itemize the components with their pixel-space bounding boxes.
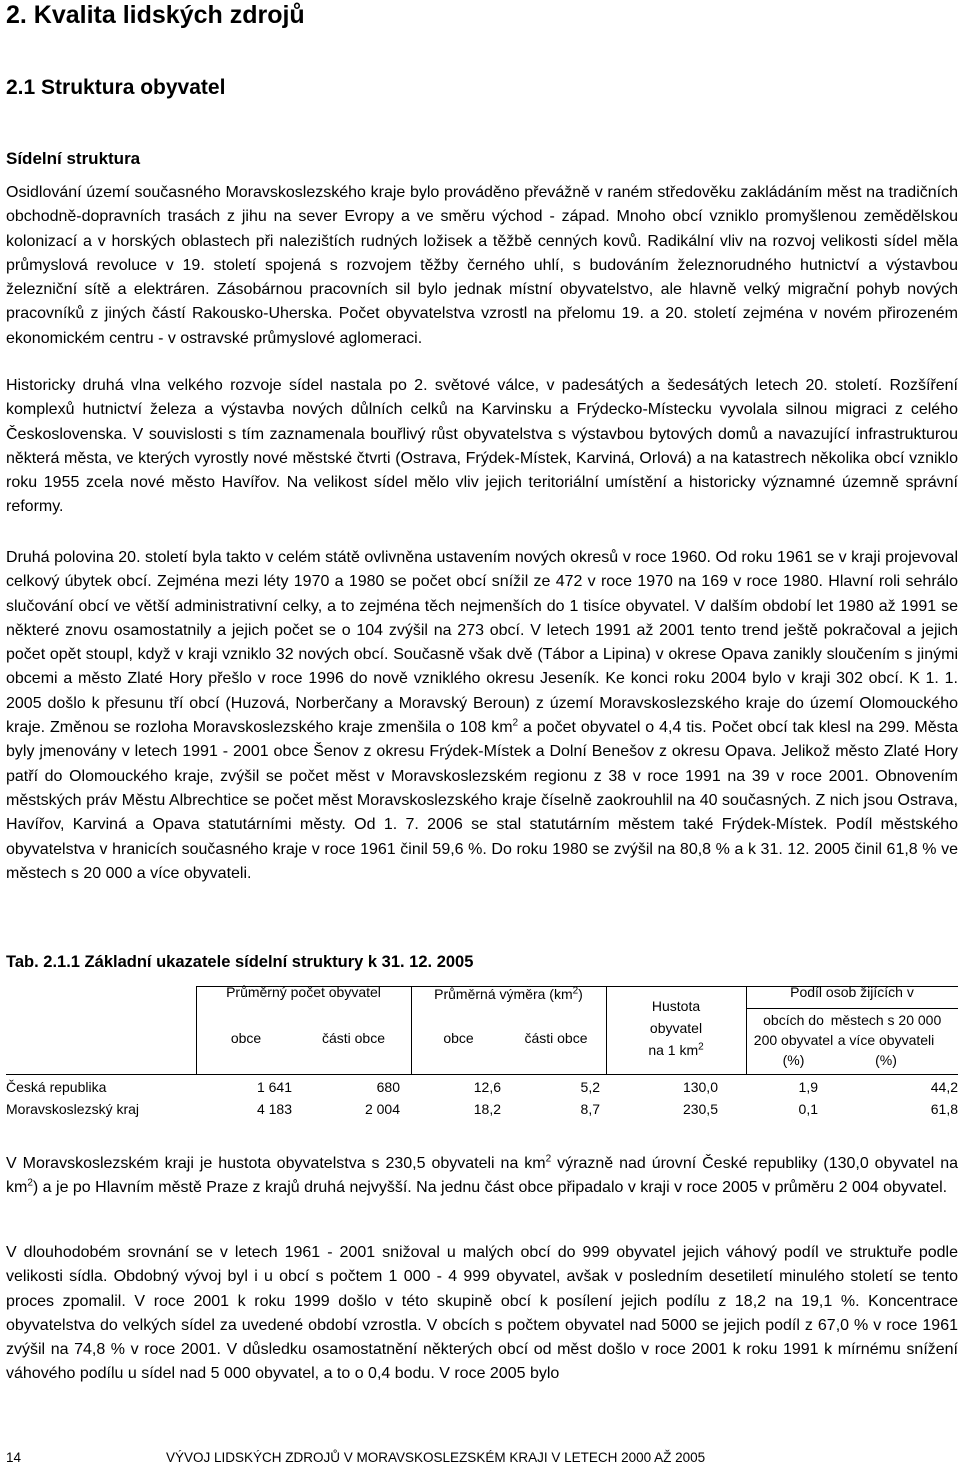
- row-label-moravian-silesian: Moravskoslezský kraj: [6, 1101, 140, 1117]
- table-group-rule: [746, 1008, 958, 1009]
- header-municipalities: obce: [443, 1030, 474, 1046]
- header-large-towns: městech s 20 000 a více obyvateli (%): [830, 1012, 942, 1068]
- paragraph-text: Druhá polovina 20. století byla takto v celém státě ovlivněna ustavením nových okresů v roce 1960. Od roku 1961 se v kraji projevoval celkový úbytek obcí. Zejména mezi léty 1970 a 1980 se počet obcí snížil ze 472 v roce 1970 na 169 v roce 1980. Hlavní roli sehrálo slučování obcí ve větší administrativní celky, a to zejména těch nejmenších do 1 tisíce obyvatel. V dalším období let 1980 až 1991 se některé znovu osamostatnily a jejich počet se o 104 zvýšil na 273 obcí. V letech 1991 až 2001 tento trend ještě pokračoval a jejich počet opět stoupl, když v kraji vzniklo 32 nových obcí. Současně však dvě (Tábor a Lipina) v okrese Opava zanikly sloučením s jinými obcemi a město Zlaté Hory přešlo v roce 1996 do nově vzniklého okresu Jeseník. Ke konci roku 2004 bylo v kraji 302 obcí. K 1. 1. 2005 došlo k přesunu tří obcí (Huzová, Norberčany a Moravský Beroun) z území Moravskoslezského kraje do území Olomouckého kraje. Změnou se rozloha Moravskoslezského kraje zmenšila o 108 km: [6, 549, 958, 737]
- table-cell: 230,5: [682, 1101, 718, 1117]
- table-cell: 680: [376, 1079, 400, 1095]
- table-cell: 2 004: [364, 1101, 400, 1117]
- header-small-municipalities: obcích do 200 obyvatel (%): [753, 1012, 834, 1068]
- superscript: 2: [512, 717, 519, 729]
- paragraph-administrative-changes: [6, 546, 958, 886]
- table-cell: 1 641: [256, 1079, 292, 1095]
- table-cell: 130,0: [682, 1079, 718, 1095]
- table-cell: 5,2: [580, 1079, 600, 1095]
- table-cell: 12,6: [473, 1079, 501, 1095]
- table-cell: 8,7: [580, 1101, 600, 1117]
- paragraph-density: V Moravskoslezském kraji je hustota obyvatelstva s 230,5 obyvateli na $km^2$ výrazně nad úrovní České republiky (130,0 obyvatel na $km^2$) a je po Hlavním městě Praze z krajů druhá nejvyšší. Na jednu část obce připadalo v kraji v roce 2005 v průměru 2 004 obyvatel.: [6, 1153, 958, 1197]
- table-cell: 4 183: [256, 1101, 292, 1117]
- chapter-heading: 2. Kvalita lidských zdrojů: [6, 1, 305, 29]
- table-cell: 61,8: [930, 1101, 958, 1117]
- header-municipal-parts: části obce: [524, 1030, 588, 1046]
- section-heading: 2.1 Struktura obyvatel: [6, 76, 226, 99]
- header-share-living: Podíl osob žijících v: [790, 984, 914, 1000]
- settlement-structure-table: [6, 976, 958, 1124]
- paragraph-text: a počet obyvatel o 4,4 tis. Počet obcí tak klesl na 299. Města byly jmenovány v letech 1991 - 2001 obce Šenov z okresu Frýdek-Místek a Dolní Benešov z okresu Opava. Jelikož město Zlaté Hory patří do Olomouckého kraje, zvýšil se počet měst v Moravskoslezském regionu z 38 v roce 1991 na 39 v roce 2001. Obnovením městských práv Městu Albrechtice se počet měst Moravskoslezského kraje číselně zaokrouhlil na 40 současných. Z nich jsou Ostrava, Havířov, Karviná a Opava statutárními městy. Od 1. 7. 2006 se stal statutárním městem také Frýdek-Místek. Podíl městského obyvatelstva v hranicích současného kraje v roce 1961 činil 59,6 %. Do roku 1980 se zvýšil na 80,8 % a k 31. 12. 2005 činil 61,8 % ve městech s 20 000 a více obyvateli.: [6, 719, 958, 882]
- table-cell: 18,2: [473, 1101, 501, 1117]
- running-title: VÝVOJ LIDSKÝCH ZDROJŮ V MORAVSKOSLEZSKÉM KRAJI V LETECH 2000 AŽ 2005: [166, 1450, 706, 1465]
- table-cell: 0,1: [798, 1101, 818, 1117]
- header-density: Hustota obyvatel na 1 $km^2$: [648, 998, 704, 1058]
- row-label-czech-republic: Česká republika: [6, 1079, 107, 1095]
- header-avg-population: Průměrný počet obyvatel: [226, 984, 381, 1000]
- table-title: Tab. 2.1.1 Základní ukazatele sídelní struktury k 31. 12. 2005: [6, 953, 474, 971]
- paragraph-long-term-comparison: V dlouhodobém srovnání se v letech 1961 - 2001 snižoval u malých obcí do 999 obyvatel jejich váhový podíl ve struktuře podle velikosti sídla. Obdobný vývoj byl i u obcí s počtem 1 000 - 4 999 obyvatel, avšak v posledním desetiletí minulého století se tento proces zpomalil. V roce 2001 k roku 1999 došlo v této skupině obcí k posílení jejich podílu z 18,2 na 19,1 %. Koncentrace obyvatelstva do velkých sídel za uvedené období vzrostla. V obcích s počtem obyvatel nad 5000 se jejich podíl z 67,0 % v roce 1961 zvýšil na 74,8 % v roce 2001. V důsledku osamostatnění některých obcí od měst došlo v roce 2001 k roku 1991 k mírnému snížení váhového podílu u sídel nad 5 000 obyvatel, a to o 0,4 bodu. V roce 2005 bylo: [6, 1244, 958, 1383]
- paragraph-postwar-growth: Historicky druhá vlna velkého rozvoje sídel nastala po 2. světové válce, v padesátých a šedesátých letech 20. století. Rozšíření komplexů hutnictví železa a výstavba nových důlních celků na Karvinsku a Frýdecko-Místecku vyvolala silnou migraci z celého Československa. V souvislosti s tím zaznamenala bouřlivý růst obyvatelstva s výstavbou bytových domů a navazující infrastrukturou některá města, ve kterých vyrostly nové městské čtvrti (Ostrava, Frýdek-Místek, Karviná, Orlová) a na katastrech několika obcí vzniklo roku 1955 zcela nové město Havířov. Na velikost sídel mělo vliv jejich teritoriální umístění a historicky významné územně správní reformy.: [6, 377, 958, 516]
- table-header-rule: [6, 1074, 958, 1075]
- paragraph-settlement-history: Osidlování území současného Moravskoslezského kraje bylo prováděno převážně v raném středověku zakládáním měst na tradičních obchodně-dopravních trasách z jihu na sever Evropy a ve směru východ - západ. Mnoho obcí vzniklo promyšlenou zemědělskou kolonizací a v horských oblastech při nalezištích rudných ložisek a těžbě cenných kovů. Radikální vliv na rozvoj velikosti sídel měla průmyslová revoluce v 19. století spojená s rozvojem těžby černého uhlí, s budováním železnorudného hutnictví a výstavbou železniční sítě a elektráren. Zásobárnou pracovních sil bylo jednak místní obyvatelstvo, ale hlavně velký migrační pohyb nových pracovníků z jiných částí Rakousko-Uherska. Počet obyvatelstva vzrostl na přelomu 19. a 20. století zejména v novém přirozeném ekonomickém centru - v ostravské průmyslové aglomeraci.: [6, 184, 958, 347]
- header-municipal-parts: části obce: [321, 1030, 386, 1046]
- table-cell: 1,9: [798, 1079, 818, 1095]
- table-cell: 44,2: [930, 1079, 958, 1095]
- header-avg-area: Průměrná výměra $(km^2)$: [434, 985, 583, 1002]
- subsection-heading: Sídelní struktura: [6, 149, 141, 168]
- page-number: 14: [6, 1450, 22, 1465]
- header-municipalities: obce: [230, 1030, 262, 1046]
- page-footer: [6, 1440, 958, 1470]
